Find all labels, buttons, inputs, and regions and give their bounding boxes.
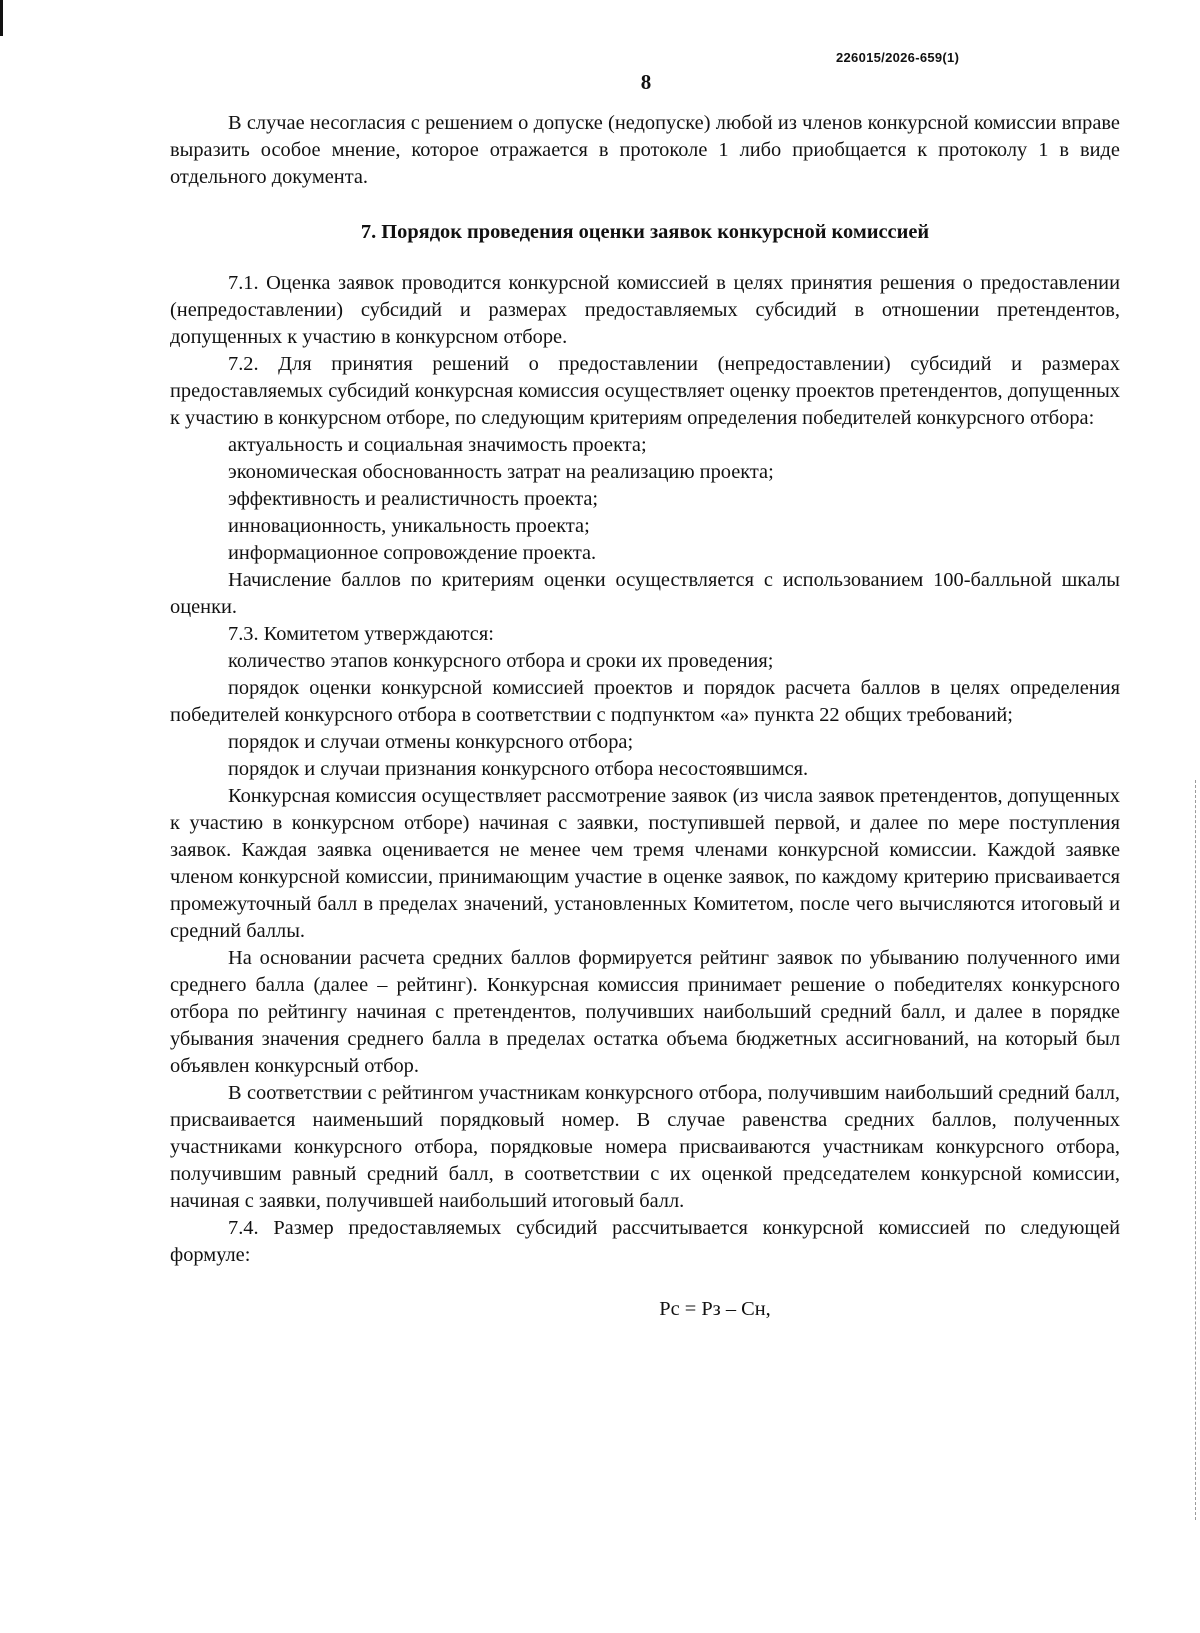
paragraph-scoring: Начисление баллов по критериям оценки осуществляется с использованием 100-балльной шкалы оценки. [170,569,1120,618]
paragraph-order: В соответствии с рейтингом участникам конкурсного отбора, получившим наибольший средний балл, присваивается наименьший порядковый номер. В случае равенства средних баллов, полученных участниками конкурсного отбора, порядковые номера присваиваются участникам конкурсного отбора, получившим равный средний балл, в соответствии с их оценкой председателем конкурсной комиссии, начиная с заявки, получившей наибольший итоговый балл. [170,1082,1120,1212]
paragraph-7-2: 7.2. Для принятия решений о предоставлении (непредоставлении) субсидий и размерах предоставляемых субсидий конкурсная комиссия осуществляет оценку проектов претендентов, допущенных к участию в конкурсном отборе, по следующим критериям определения победителей конкурсного отбора: [170,353,1120,429]
criteria-list [170,432,1120,567]
approved-item: порядок и случаи отмены конкурсного отбора; [228,731,634,753]
approved-item: количество этапов конкурсного отбора и сроки их проведения; [228,650,774,672]
scan-right-edge [1194,780,1196,1520]
criterion-item: инновационность, уникальность проекта; [228,515,590,537]
document-number: 226015/2026-659(1) [836,50,960,65]
approved-item: порядок оценки конкурсной комиссией проектов и порядок расчета баллов в целях определения победителей конкурсного отбора в соответствии с подпунктом «а» пункта 22 общих требований; [170,677,1120,726]
scan-edge-mark [0,0,3,36]
subsidy-formula: Рс = Рз – Сн, [659,1298,771,1320]
paragraph-dissent: В случае несогласия с решением о допуске (недопуске) любой из членов конкурсной комиссии вправе выразить особое мнение, которое отражается в протоколе 1 либо приобщается к протоколу 1 в виде отдельного документа. [170,112,1120,188]
paragraph-7-3: 7.3. Комитетом утверждаются: [228,623,494,645]
paragraph-7-1: 7.1. Оценка заявок проводится конкурсной комиссией в целях принятия решения о предоставлении (непредоставлении) субсидий и размерах предоставляемых субсидий в отношении претендентов, допущенных к участию в конкурсном отборе. [170,272,1120,348]
paragraph-review: Конкурсная комиссия осуществляет рассмотрение заявок (из числа заявок претендентов, допущенных к участию в конкурсном отборе) начиная с заявки, поступившей первой, и далее по мере поступления заявок. Каждая заявка оценивается не менее чем тремя членами конкурсной комиссии. Каждой заявке членом конкурсной комиссии, принимающим участие в оценке заявок, по каждому критерию присваивается промежуточный балл в пределах значений, установленных Комитетом, после чего вычисляются итоговый и средний баллы. [170,785,1120,942]
paragraph-7-4: 7.4. Размер предоставляемых субсидий рассчитывается конкурсной комиссией по следующей формуле: [170,1217,1120,1266]
criterion-item: информационное сопровождение проекта. [228,542,597,564]
section-heading: 7. Порядок проведения оценки заявок конкурсной комиссией [360,221,930,243]
document-body [170,110,1120,1323]
criterion-item: актуальность и социальная значимость проекта; [228,434,647,456]
criterion-item: экономическая обоснованность затрат на реализацию проекта; [228,461,774,483]
paragraph-rating: На основании расчета средних баллов формируется рейтинг заявок по убыванию полученного ими среднего балла (далее – рейтинг). Конкурсная комиссия принимает решение о победителях конкурсного отбора по рейтингу начиная с претендентов, получивших наибольший средний балл, и далее в порядке убывания значения среднего балла в пределах остатка объема бюджетных ассигнований, на который был объявлен конкурсный отбор. [170,947,1120,1077]
approved-item: порядок и случаи признания конкурсного отбора несостоявшимся. [228,758,809,780]
page-number: 8 [640,70,652,94]
criterion-item: эффективность и реалистичность проекта; [228,488,599,510]
